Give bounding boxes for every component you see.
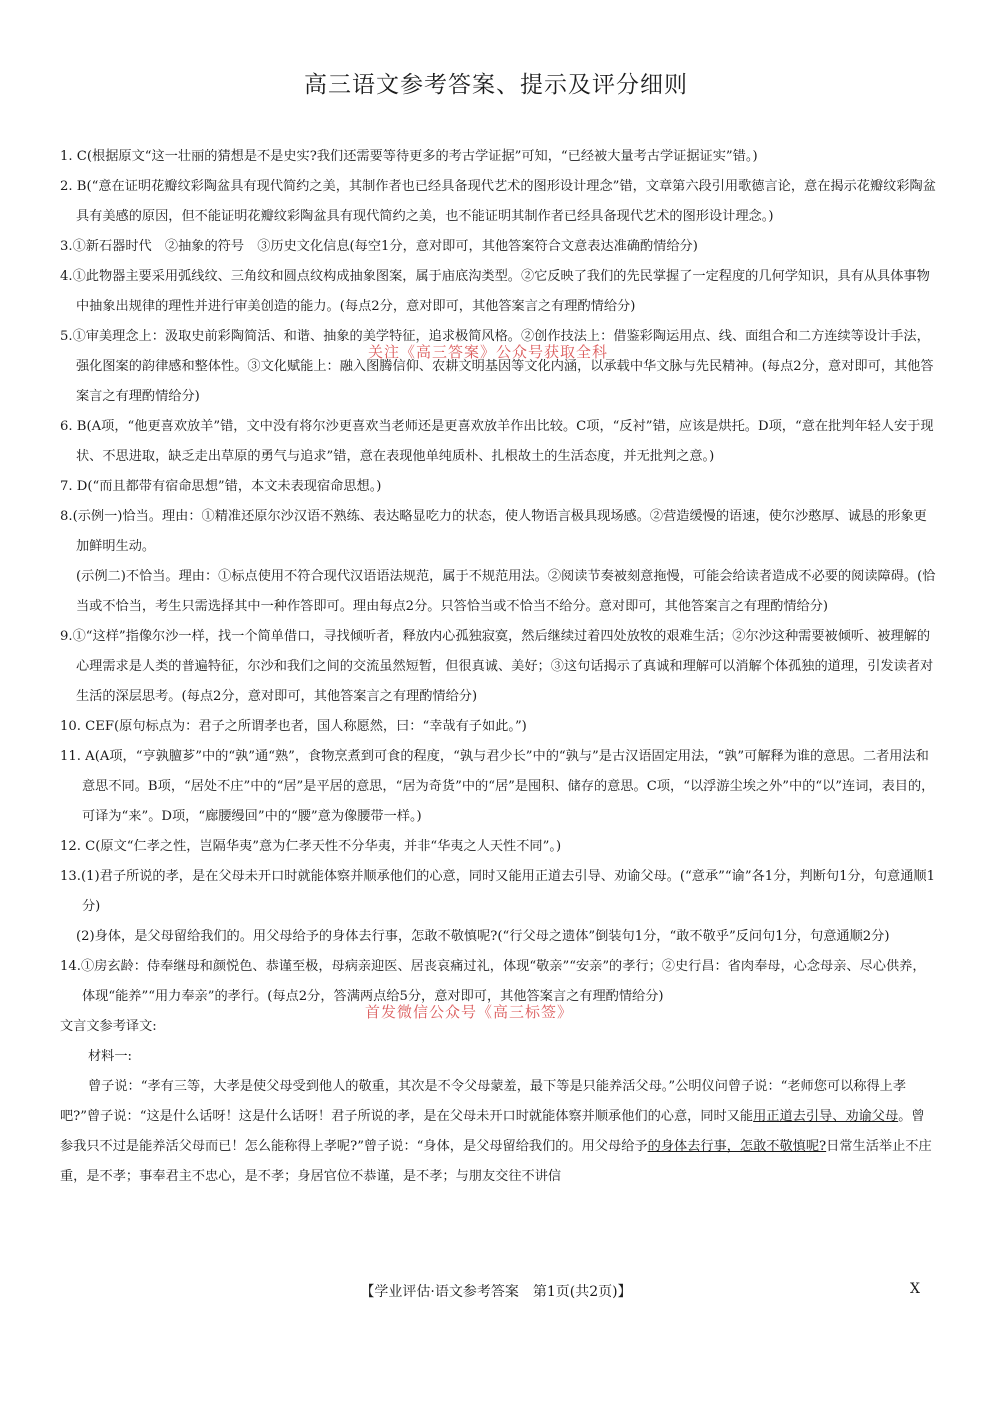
- answer-item: 6. B(A项，“他更喜欢放羊”错，文中没有将尔沙更喜欢当老师还是更喜欢放羊作出比较。C项，“反衬”错，应该是烘托。D项，“意在批判年轻人安于现状、不思进取，缺乏走出草原的勇气与追求”错，意在表现他单纯质朴、扎根故土的生活态度，并无批判之意。): [60, 419, 934, 464]
- answer-sub-item: (示例二)不恰当。理由：①标点使用不符合现代汉语语法规范，属于不规范用法。②阅读节奏被刻意拖慢，可能会给读者造成不必要的阅读障碍。(恰当或不恰当，考生只需选择其中一种作答即可。理由每点2分。只答恰当或不恰当不给分。意对即可，其他答案言之有理酌情给分): [76, 569, 936, 614]
- material-label: 材料一:: [88, 1049, 133, 1064]
- translation-paragraph: [60, 1072, 936, 1192]
- document-title: 高三语文参考答案、提示及评分细则: [304, 72, 688, 98]
- answer-item: 7. D(“而且都带有宿命思想”错，本文未表现宿命思想。): [60, 479, 382, 494]
- underlined-phrase-1: 用正道去引导、劝谕父母: [753, 1109, 899, 1124]
- page-footer: 【学业评估·语文参考答案 第1页(共2页)】: [360, 1284, 632, 1300]
- answer-item: 1. C(根据原文“这一壮丽的猜想是不是史实?我们还需要等待更多的考古学证据”可知，“已经被大量考古学证据证实”错。): [60, 149, 758, 164]
- answer-item: 13.(1)君子所说的孝，是在父母未开口时就能体察并顺承他们的心意，同时又能用正道去引导、劝谕父母。(“意承”“谕”各1分，判断句1分，句意通顺1分): [60, 869, 935, 914]
- translation-text-end: 日常生活举止不庄重，是不孝；事奉君主不忠心，是不孝；身居官位不恭谨，是不孝；与朋友交往不讲信: [60, 1139, 932, 1184]
- answer-item: 14.①房玄龄：侍奉继母和颜悦色、恭谨至极，母病亲迎医、居丧哀痛过礼，体现“敬亲”“安亲”的孝行；②史行昌：省肉奉母，心念母亲、尽心供养，体现“能养”“用力奉亲”的孝行。(每点2分，答满两点给5分，意对即可，其他答案言之有理酌情给分): [60, 959, 926, 1004]
- watermark-text: 首发微信公众号《高三标签》: [365, 1003, 574, 1021]
- translation-text-start: 曾子说：“孝有三等，大孝是使父母受到他人的敬重，其次是不令父母蒙羞，最下等是只能养活父母。”公明仪问曾子说：“老师您可以称得上孝吧?”曾子说：“这是什么话呀！这是什么话呀！君子所说的孝，是在父母未开口时就能体察并顺承他们的心意，同时又能: [60, 1079, 907, 1124]
- watermark-text: 关注《高三答案》公众号获取全科: [368, 343, 609, 361]
- page-mark: X: [910, 1281, 920, 1297]
- answer-sub-item: (2)身体，是父母留给我们的。用父母给予的身体去行事，怎敢不敬慎呢?(“行父母之遗体”倒装句1分，“敢不敬乎”反问句1分，句意通顺2分): [76, 929, 890, 944]
- answer-body: [60, 142, 936, 1192]
- underlined-phrase-2: 的身体去行事，怎敢不敬慎呢?: [647, 1139, 827, 1154]
- answer-list: [60, 142, 936, 1012]
- answer-item: 9.①“这样”指像尔沙一样，找一个简单借口，寻找倾听者，释放内心孤独寂寞，然后继续过着四处放牧的艰难生活；②尔沙这种需要被倾听、被理解的心理需求是人类的普遍特征，尔沙和我们之间的交流虽然短暂，但很真诚、美好；③这句话揭示了真诚和理解可以消解个体孤独的道理，引发读者对生活的深层思考。(每点2分，意对即可，其他答案言之有理酌情给分): [60, 629, 934, 704]
- answer-item: 12. C(原文“仁孝之性，岂隔华夷”意为仁孝天性不分华夷，并非“华夷之人天性不同”。): [60, 839, 562, 854]
- answer-item: 5.①审美理念上：汲取史前彩陶简活、和谐、抽象的美学特征，追求极简风格。②创作技法上：借鉴彩陶运用点、线、面组合和二方连续等设计手法，强化图案的韵律感和整体性。③文化赋能上：融入图腾信仰、农耕文明基因等文化内涵，以承载中华文脉与先民精神。(每点2分，意对即可，其他答案言之有理酌情给分): [60, 329, 934, 404]
- answer-item: 11. A(A项，“亨孰膻芗”中的“孰”通“熟”，食物烹煮到可食的程度，“孰与君少长”中的“孰与”是古汉语固定用法，“孰”可解释为谁的意思。二者用法和意思不同。B项，“居处不庄”中的“居”是平居的意思，“居为奇货”中的“居”是囤积、储存的意思。C项，“以浮游尘埃之外”中的“以”连词，表目的，可译为“来”。D项，“廊腰缦回”中的“腰”意为像腰带一样。): [60, 749, 935, 824]
- answer-item: 10. CEF(原句标点为：君子之所谓孝也者，国人称愿然，曰：“幸哉有子如此。”): [60, 719, 527, 734]
- answer-item: 3.①新石器时代 ②抽象的符号 ③历史文化信息(每空1分，意对即可，其他答案符合文意表达准确酌情给分): [60, 239, 698, 254]
- answer-item: 8.(示例一)恰当。理由：①精准还原尔沙汉语不熟练、表达略显吃力的状态，使人物语言极具现场感。②营造缓慢的语速，使尔沙憨厚、诚恳的形象更加鲜明生动。: [60, 509, 927, 554]
- answer-item: 2. B(“意在证明花瓣纹彩陶盆具有现代简约之美，其制作者也已经具备现代艺术的图形设计理念”错，文章第六段引用歌德言论，意在揭示花瓣纹彩陶盆具有美感的原因，但不能证明花瓣纹彩陶盆具有现代简约之美，也不能证明其制作者已经具备现代艺术的图形设计理念。): [60, 179, 936, 224]
- answer-item: 4.①此物器主要采用弧线纹、三角纹和圆点纹构成抽象图案，属于庙底沟类型。②它反映了我们的先民掌握了一定程度的几何学知识，具有从具体事物中抽象出规律的理性并进行审美创造的能力。(每点2分，意对即可，其他答案言之有理酌情给分): [60, 269, 930, 314]
- translation-heading: 文言文参考译文:: [60, 1019, 157, 1034]
- translation-text-middle: 。曾参我只不过是能养活父母而已！怎么能称得上孝呢?”曾子说：“身体，是父母留给我们的。用父母给予: [60, 1109, 925, 1154]
